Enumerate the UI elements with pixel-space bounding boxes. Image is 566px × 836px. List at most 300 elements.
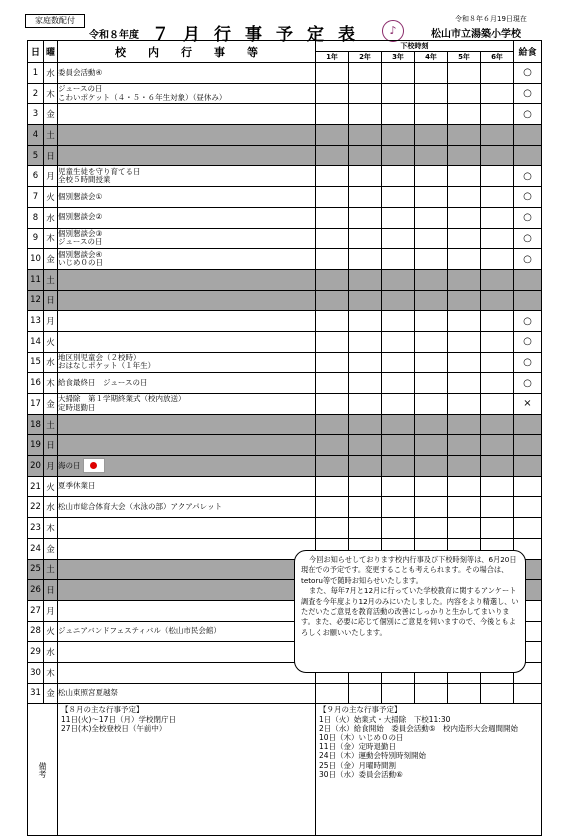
dismissal-cell	[349, 207, 382, 228]
dismissal-cell	[349, 187, 382, 208]
dismissal-cell	[448, 125, 481, 146]
lunch-yes-mark: ○	[523, 315, 532, 327]
dismissal-cell	[415, 166, 448, 187]
day-number: 16	[28, 373, 44, 394]
day-row	[28, 476, 542, 497]
lunch-yes-mark: ○	[523, 88, 532, 100]
event-line: 地区別児童会（２校時）	[58, 352, 141, 362]
school-name: 松山市立湯築小学校	[431, 29, 521, 40]
day-row	[28, 187, 542, 208]
day-row	[28, 414, 542, 435]
day-number: 27	[28, 600, 44, 621]
day-of-week: 金	[44, 683, 58, 704]
dismissal-cell	[448, 352, 481, 373]
day-row	[28, 125, 542, 146]
day-row	[28, 228, 542, 249]
dismissal-cell	[349, 352, 382, 373]
lunch-yes-mark: ○	[523, 191, 532, 203]
dismissal-cell	[481, 207, 514, 228]
lunch-cell	[514, 290, 542, 311]
day-of-week: 日	[44, 580, 58, 601]
day-of-week: 日	[44, 435, 58, 456]
dismissal-cell	[415, 518, 448, 539]
lunch-cell	[514, 311, 542, 332]
august-item: 27日(木)全校登校日（午前中）	[61, 723, 167, 733]
dismissal-cell	[448, 104, 481, 125]
col-header-events: 校 内 行 事 等	[58, 41, 316, 63]
lunch-cell	[514, 373, 542, 394]
dismissal-cell	[415, 104, 448, 125]
event-line: 海の日	[58, 460, 81, 470]
september-item: 11日（金）定時退勤日	[319, 742, 397, 752]
september-item: 30日（水）委員会活動⑥	[319, 769, 403, 779]
dismissal-cell	[382, 518, 415, 539]
col-header-day: 日	[28, 41, 44, 63]
dismissal-cell	[448, 373, 481, 394]
dismissal-cell	[481, 414, 514, 435]
dismissal-cell	[316, 518, 349, 539]
events-cell	[58, 394, 316, 415]
dismissal-cell	[415, 228, 448, 249]
dismissal-cell	[481, 269, 514, 290]
dismissal-cell	[448, 497, 481, 518]
dismissal-cell	[349, 518, 382, 539]
dismissal-cell	[382, 683, 415, 704]
day-of-week: 木	[44, 228, 58, 249]
dismissal-cell	[448, 63, 481, 84]
dismissal-cell	[382, 249, 415, 270]
day-row	[28, 207, 542, 228]
dismissal-cell	[316, 683, 349, 704]
lunch-cell	[514, 145, 542, 166]
day-row	[28, 331, 542, 352]
dismissal-cell	[448, 476, 481, 497]
dismissal-cell	[349, 456, 382, 477]
dismissal-cell	[448, 456, 481, 477]
japan-flag-icon	[83, 458, 105, 473]
events-cell	[58, 621, 316, 642]
title-char: ７	[152, 25, 172, 45]
day-of-week: 金	[44, 538, 58, 559]
lunch-cell	[514, 166, 542, 187]
lunch-cell	[514, 207, 542, 228]
dismissal-cell	[481, 435, 514, 456]
dismissal-cell	[316, 228, 349, 249]
day-row	[28, 435, 542, 456]
dismissal-cell	[448, 83, 481, 104]
notice-box	[294, 550, 526, 673]
event-line: ジュニアバンドフェスティバル（松山市民会館）	[58, 626, 221, 636]
event-line: 児童生徒を守り育てる日	[58, 166, 141, 176]
september-item: 1日（火）始業式・大掃除 下校11:30	[319, 714, 451, 724]
september-schedule	[316, 704, 542, 836]
events-cell	[58, 476, 316, 497]
lunch-yes-mark: ○	[523, 108, 532, 120]
day-row	[28, 249, 542, 270]
dismissal-cell	[349, 228, 382, 249]
day-number: 25	[28, 559, 44, 580]
col-header-lunch: 給食	[514, 41, 542, 63]
events-cell	[58, 580, 316, 601]
dismissal-cell	[481, 63, 514, 84]
dismissal-cell	[382, 435, 415, 456]
dismissal-cell	[415, 352, 448, 373]
events-cell	[58, 662, 316, 683]
dismissal-cell	[415, 373, 448, 394]
dismissal-cell	[382, 290, 415, 311]
event-line: 個別懇談会④	[58, 249, 103, 259]
grade-header: 4年	[415, 52, 448, 63]
day-number: 10	[28, 249, 44, 270]
dismissal-cell	[448, 228, 481, 249]
dismissal-cell	[448, 518, 481, 539]
day-row	[28, 311, 542, 332]
dismissal-cell	[349, 83, 382, 104]
event-line: 松山東照宮夏越祭	[58, 688, 118, 698]
dismissal-cell	[316, 83, 349, 104]
day-of-week: 水	[44, 352, 58, 373]
september-title: 【９月の主な行事予定】	[319, 705, 402, 715]
title-char: 行	[214, 25, 234, 45]
dismissal-cell	[415, 311, 448, 332]
lunch-no-mark: ×	[523, 398, 532, 410]
event-line: いじめ０の日	[58, 258, 103, 268]
august-schedule	[58, 704, 316, 836]
dismissal-cell	[349, 290, 382, 311]
day-of-week: 火	[44, 331, 58, 352]
lunch-yes-mark: ○	[523, 356, 532, 368]
dismissal-cell	[349, 166, 382, 187]
title-char: 予	[276, 25, 296, 45]
dismissal-cell	[382, 373, 415, 394]
day-number: 22	[28, 497, 44, 518]
dismissal-cell	[481, 187, 514, 208]
events-cell	[58, 538, 316, 559]
dismissal-cell	[316, 249, 349, 270]
dismissal-cell	[481, 290, 514, 311]
day-of-week: 土	[44, 269, 58, 290]
dismissal-cell	[382, 352, 415, 373]
dismissal-cell	[382, 207, 415, 228]
day-of-week: 木	[44, 83, 58, 104]
lunch-yes-mark: ○	[523, 253, 532, 265]
event-line: 個別懇談会①	[58, 191, 103, 201]
day-row	[28, 63, 542, 84]
dismissal-cell	[481, 125, 514, 146]
dismissal-cell	[415, 497, 448, 518]
day-of-week: 金	[44, 249, 58, 270]
dismissal-cell	[448, 166, 481, 187]
dismissal-cell	[448, 187, 481, 208]
dismissal-cell	[349, 125, 382, 146]
dismissal-cell	[349, 311, 382, 332]
day-number: 24	[28, 538, 44, 559]
dismissal-cell	[316, 352, 349, 373]
september-item: 10日（木）いじめ０の日	[319, 732, 404, 742]
grade-header: 1年	[316, 52, 349, 63]
dismissal-cell	[382, 497, 415, 518]
day-of-week: 金	[44, 104, 58, 125]
dismissal-cell	[448, 683, 481, 704]
dismissal-cell	[349, 683, 382, 704]
dismissal-cell	[481, 394, 514, 415]
dismissal-cell	[382, 145, 415, 166]
dismissal-cell	[382, 414, 415, 435]
events-cell	[58, 600, 316, 621]
day-row	[28, 456, 542, 477]
day-number: 5	[28, 145, 44, 166]
day-number: 21	[28, 476, 44, 497]
day-row	[28, 290, 542, 311]
day-number: 2	[28, 83, 44, 104]
dismissal-cell	[382, 394, 415, 415]
col-header-dow: 曜	[44, 41, 58, 63]
event-line: おはなしポケット（１年生）	[58, 361, 156, 371]
dismissal-cell	[316, 394, 349, 415]
events-cell	[58, 456, 316, 477]
event-line: 夏季休業日	[58, 481, 96, 491]
day-of-week: 金	[44, 394, 58, 415]
dismissal-cell	[382, 83, 415, 104]
memo-label: 備考	[28, 704, 58, 836]
events-cell	[58, 166, 316, 187]
dismissal-cell	[481, 683, 514, 704]
distribution-tag: 家庭数配付	[25, 14, 85, 28]
day-row	[28, 373, 542, 394]
dismissal-cell	[382, 63, 415, 84]
dismissal-cell	[481, 476, 514, 497]
dismissal-cell	[415, 207, 448, 228]
day-row	[28, 352, 542, 373]
lunch-cell	[514, 331, 542, 352]
event-line: ジュースの日	[58, 237, 103, 247]
day-of-week: 木	[44, 518, 58, 539]
dismissal-cell	[382, 166, 415, 187]
title-char: 定	[307, 25, 327, 45]
dismissal-cell	[382, 187, 415, 208]
dismissal-cell	[382, 125, 415, 146]
dismissal-cell	[382, 456, 415, 477]
event-line: 給食最終日 ジュースの日	[58, 377, 148, 387]
title-char: 事	[245, 25, 265, 45]
lunch-cell	[514, 269, 542, 290]
day-number: 18	[28, 414, 44, 435]
dismissal-cell	[382, 311, 415, 332]
day-number: 19	[28, 435, 44, 456]
dismissal-cell	[481, 497, 514, 518]
school-emblem-icon: ♪	[382, 20, 404, 42]
dismissal-cell	[316, 435, 349, 456]
events-cell	[58, 435, 316, 456]
dismissal-cell	[415, 290, 448, 311]
dismissal-cell	[349, 497, 382, 518]
events-cell	[58, 373, 316, 394]
notice-paragraph: 今回お知らせしております校内行事及び下校時刻等は、6月20日現在での予定です。変更することも考えられます。その場合は、tetoru等で随時お知らせいたします。	[301, 555, 517, 585]
events-cell	[58, 125, 316, 146]
events-cell	[58, 414, 316, 435]
lunch-cell	[514, 414, 542, 435]
lunch-cell	[514, 518, 542, 539]
day-number: 7	[28, 187, 44, 208]
day-row	[28, 394, 542, 415]
day-number: 15	[28, 352, 44, 373]
events-cell	[58, 683, 316, 704]
dismissal-cell	[316, 476, 349, 497]
dismissal-cell	[481, 331, 514, 352]
lunch-cell	[514, 249, 542, 270]
schedule-table	[27, 40, 542, 836]
dismissal-cell	[448, 311, 481, 332]
lunch-yes-mark: ○	[523, 377, 532, 389]
dismissal-cell	[415, 187, 448, 208]
events-cell	[58, 352, 316, 373]
events-cell	[58, 497, 316, 518]
dismissal-cell	[349, 331, 382, 352]
day-row	[28, 269, 542, 290]
dismissal-cell	[316, 269, 349, 290]
day-of-week: 土	[44, 414, 58, 435]
august-item: 11日(火)～17日（月）学校閉庁日	[61, 714, 176, 724]
day-number: 31	[28, 683, 44, 704]
events-cell	[58, 83, 316, 104]
event-line: 松山市総合体育大会（水泳の部）アクアパレット	[58, 502, 223, 512]
dismissal-cell	[481, 166, 514, 187]
events-cell	[58, 104, 316, 125]
as-of-date: 令和８年６月19日現在	[455, 15, 527, 23]
lunch-yes-mark: ○	[523, 170, 532, 182]
day-number: 12	[28, 290, 44, 311]
dismissal-cell	[316, 497, 349, 518]
lunch-yes-mark: ○	[523, 212, 532, 224]
dismissal-cell	[349, 104, 382, 125]
day-row	[28, 145, 542, 166]
day-of-week: 月	[44, 456, 58, 477]
day-row	[28, 104, 542, 125]
events-cell	[58, 331, 316, 352]
dismissal-cell	[316, 373, 349, 394]
day-of-week: 日	[44, 145, 58, 166]
day-of-week: 土	[44, 125, 58, 146]
grade-header: 6年	[481, 52, 514, 63]
lunch-yes-mark: ○	[523, 336, 532, 348]
day-number: 1	[28, 63, 44, 84]
dismissal-cell	[316, 63, 349, 84]
day-of-week: 水	[44, 63, 58, 84]
dismissal-cell	[415, 414, 448, 435]
dismissal-cell	[349, 414, 382, 435]
dismissal-cell	[481, 228, 514, 249]
dismissal-cell	[349, 269, 382, 290]
dismissal-cell	[382, 476, 415, 497]
day-number: 11	[28, 269, 44, 290]
lunch-cell	[514, 394, 542, 415]
fiscal-year: 令和８年度	[89, 30, 139, 41]
day-of-week: 水	[44, 207, 58, 228]
dismissal-cell	[316, 207, 349, 228]
day-of-week: 木	[44, 662, 58, 683]
dismissal-cell	[382, 104, 415, 125]
events-cell	[58, 228, 316, 249]
dismissal-cell	[448, 394, 481, 415]
grade-header: 2年	[349, 52, 382, 63]
dismissal-cell	[316, 145, 349, 166]
day-of-week: 水	[44, 497, 58, 518]
events-cell	[58, 290, 316, 311]
grade-header: 3年	[382, 52, 415, 63]
lunch-cell	[514, 352, 542, 373]
dismissal-cell	[316, 125, 349, 146]
events-cell	[58, 207, 316, 228]
events-cell	[58, 187, 316, 208]
day-number: 6	[28, 166, 44, 187]
day-of-week: 土	[44, 559, 58, 580]
dismissal-cell	[415, 83, 448, 104]
dismissal-cell	[481, 352, 514, 373]
dismissal-cell	[316, 331, 349, 352]
august-title: 【８月の主な行事予定】	[61, 705, 144, 715]
dismissal-cell	[316, 414, 349, 435]
notice-paragraph: また、毎年7月と12月に行っていた学校教育に関するアンケート調査を今年度より12月のみにいたしました。内容をより精選し、いただいたご意見を教育活動の改善にしっかりと生かしてまいります。また、必要に応じて個別にご意見を伺いますので、今後ともよろしくお願いいたします。	[301, 586, 519, 637]
event-line: 大掃除 第１学期終業式（校内放送）	[58, 394, 186, 404]
dismissal-cell	[316, 311, 349, 332]
dismissal-cell	[415, 331, 448, 352]
day-number: 4	[28, 125, 44, 146]
lunch-cell	[514, 476, 542, 497]
day-number: 9	[28, 228, 44, 249]
dismissal-cell	[415, 63, 448, 84]
day-number: 29	[28, 642, 44, 663]
day-of-week: 火	[44, 476, 58, 497]
event-line: ジュースの日	[58, 84, 103, 94]
day-of-week: 月	[44, 311, 58, 332]
dismissal-cell	[481, 83, 514, 104]
dismissal-cell	[448, 207, 481, 228]
dismissal-cell	[382, 269, 415, 290]
dismissal-cell	[448, 290, 481, 311]
day-of-week: 日	[44, 290, 58, 311]
col-header-dismissal: 下校時刻	[316, 41, 514, 52]
day-number: 28	[28, 621, 44, 642]
day-number: 3	[28, 104, 44, 125]
event-line: 定時退勤日	[58, 402, 96, 412]
september-item: 25日（金）月曜時間割	[319, 760, 397, 770]
september-item: 24日（木）運動会特別時刻開始	[319, 751, 427, 761]
lunch-yes-mark: ○	[523, 232, 532, 244]
day-of-week: 月	[44, 166, 58, 187]
dismissal-cell	[349, 249, 382, 270]
dismissal-cell	[415, 125, 448, 146]
event-line: 全校５時間授業	[58, 175, 111, 185]
dismissal-cell	[316, 104, 349, 125]
dismissal-cell	[415, 456, 448, 477]
day-row	[28, 518, 542, 539]
day-number: 30	[28, 662, 44, 683]
event-line: 個別懇談会②	[58, 212, 103, 222]
dismissal-cell	[349, 145, 382, 166]
title-char: 月	[183, 25, 203, 45]
dismissal-cell	[481, 456, 514, 477]
dismissal-cell	[316, 456, 349, 477]
day-number: 26	[28, 580, 44, 601]
dismissal-cell	[382, 331, 415, 352]
grade-header: 5年	[448, 52, 481, 63]
dismissal-cell	[415, 249, 448, 270]
dismissal-cell	[481, 373, 514, 394]
day-number: 23	[28, 518, 44, 539]
day-number: 17	[28, 394, 44, 415]
dismissal-cell	[448, 145, 481, 166]
day-number: 14	[28, 331, 44, 352]
